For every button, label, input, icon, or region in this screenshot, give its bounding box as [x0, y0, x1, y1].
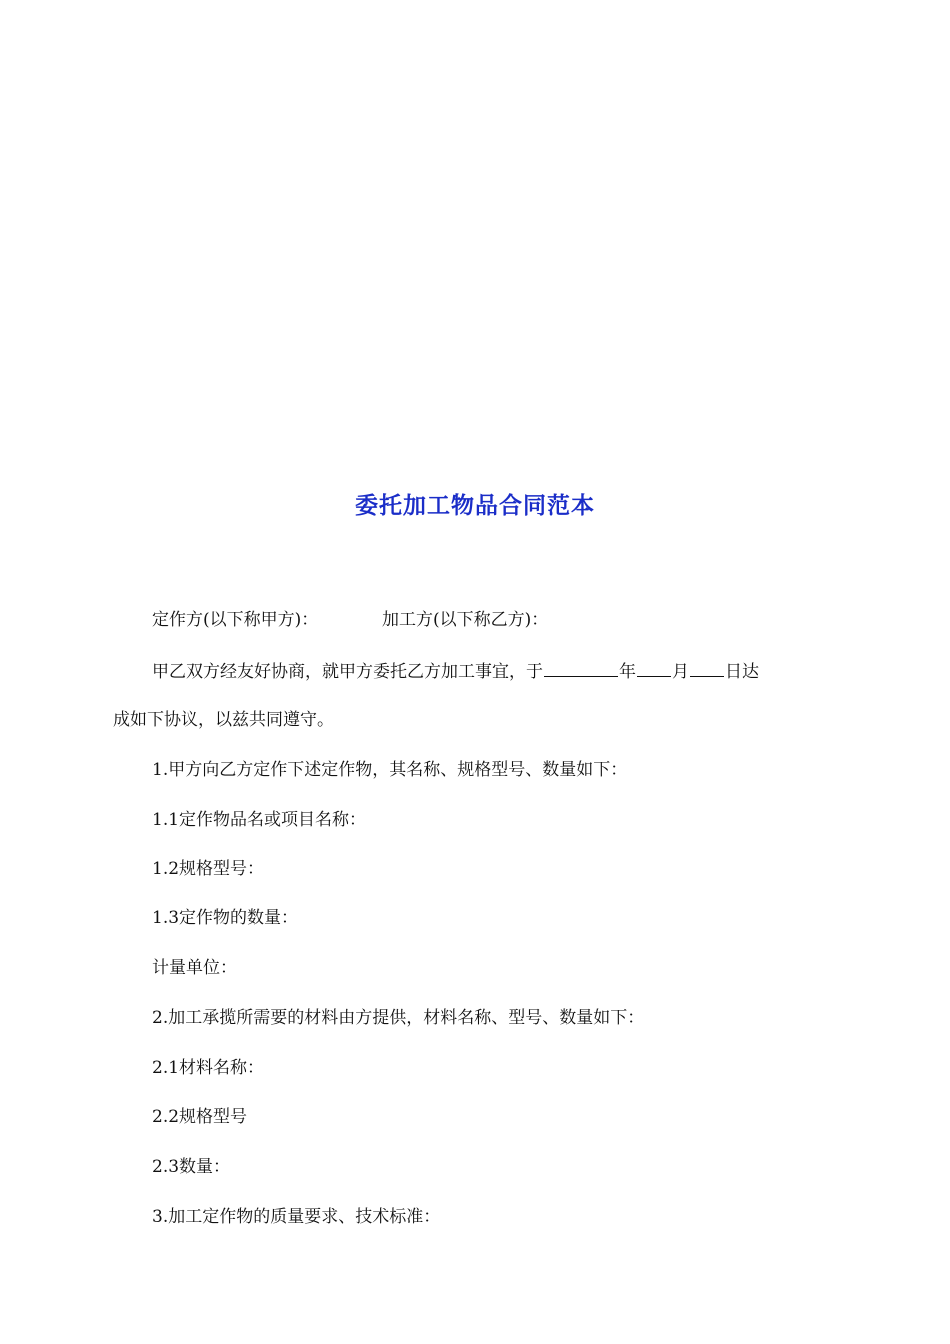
party-b-label: 加工方(以下称乙方)： [382, 610, 549, 630]
clause-2-1: 2.1材料名称： [152, 1058, 265, 1078]
party-a-label: 定作方(以下称甲方)： [152, 610, 319, 630]
month-label: 月 [672, 662, 689, 682]
clause-1-1: 1.1定作物品名或项目名称： [152, 810, 367, 830]
clause-3: 3.加工定作物的质量要求、技术标准： [152, 1207, 441, 1227]
clause-2: 2.加工承揽所需要的材料由方提供，材料名称、型号、数量如下： [152, 1008, 645, 1028]
clause-1-3: 1.3定作物的数量： [152, 908, 299, 928]
document-title: 委托加工物品合同范本 [355, 493, 595, 519]
clause-2-2: 2.2规格型号 [152, 1107, 248, 1127]
day-label: 日达 [725, 662, 759, 682]
intro-paragraph [152, 658, 759, 684]
clause-2-3: 2.3数量： [152, 1157, 231, 1177]
month-blank [637, 658, 671, 677]
unit-label: 计量单位： [152, 958, 237, 978]
clause-1-2: 1.2规格型号： [152, 859, 265, 879]
year-blank [544, 658, 618, 677]
clause-1: 1.甲方向乙方定作下述定作物，其名称、规格型号、数量如下： [152, 760, 628, 780]
year-label: 年 [619, 662, 636, 682]
intro-text: 甲乙双方经友好协商，就甲方委托乙方加工事宜，于 [152, 662, 543, 682]
day-blank [690, 658, 724, 677]
intro-continued: 成如下协议，以兹共同遵守。 [113, 710, 334, 730]
